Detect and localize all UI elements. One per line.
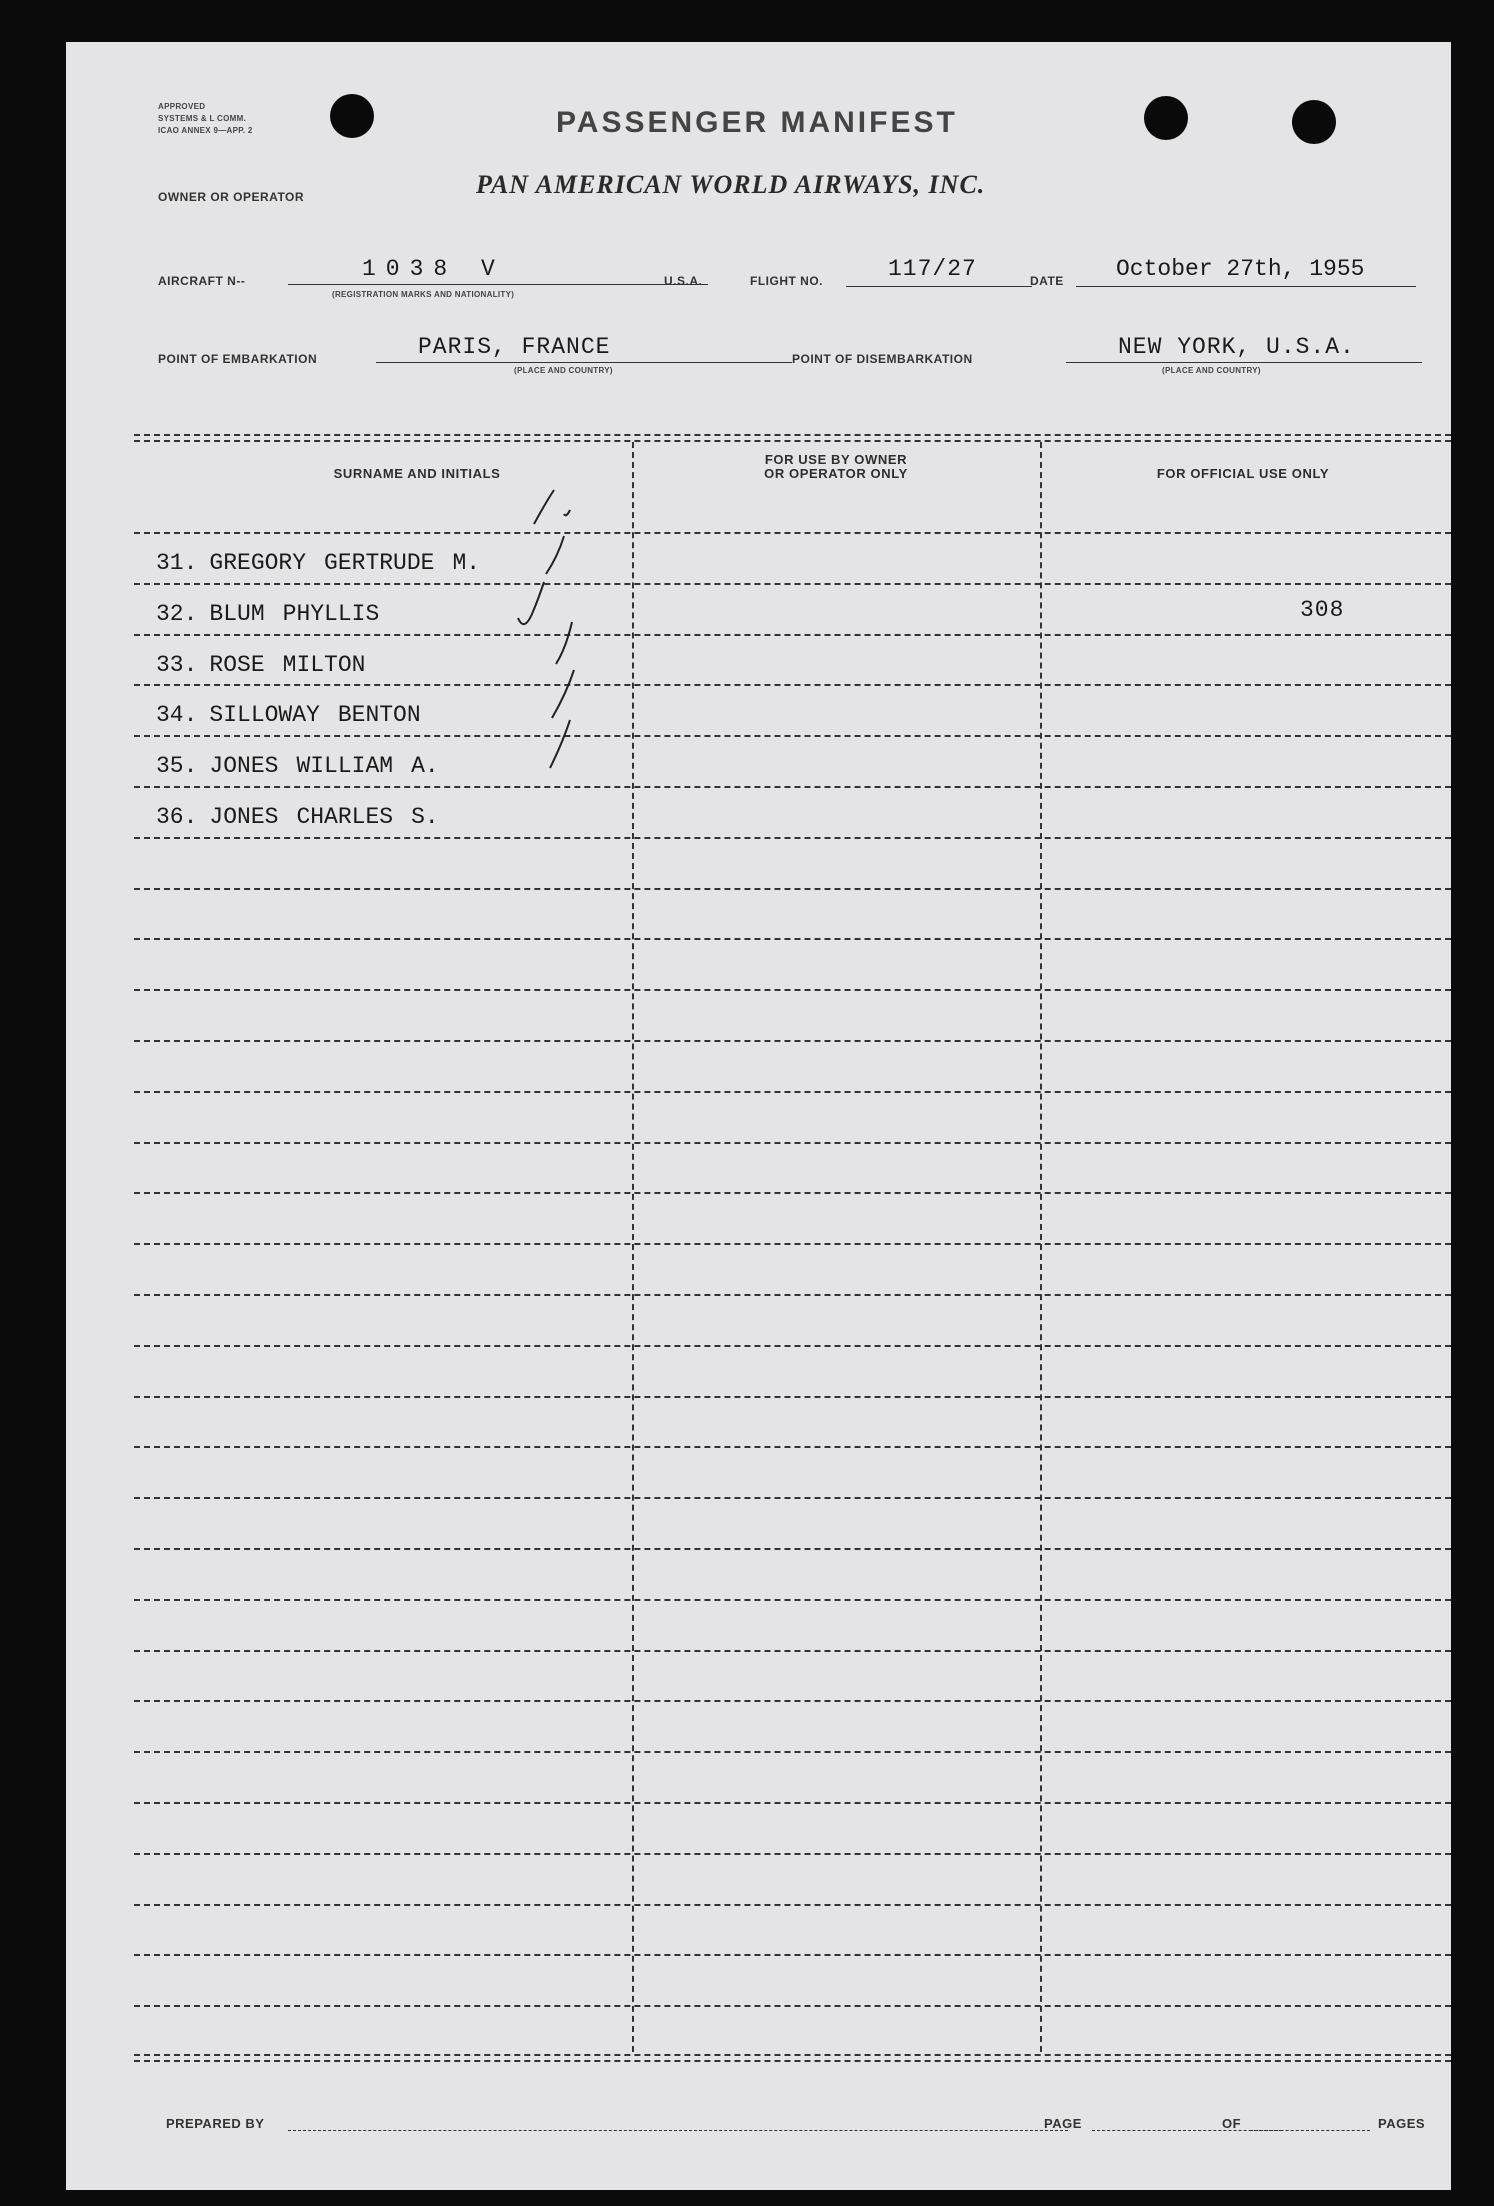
check-mark-icon bbox=[552, 670, 574, 718]
of-label: OF bbox=[1222, 2116, 1242, 2131]
col-header-official: FOR OFFICIAL USE ONLY bbox=[1156, 466, 1330, 481]
row-rule bbox=[134, 1446, 1451, 1448]
embarkation-value: PARIS, FRANCE bbox=[418, 334, 611, 360]
table-row bbox=[156, 652, 383, 678]
punch-hole bbox=[330, 94, 374, 138]
check-mark-icon bbox=[534, 490, 554, 524]
disembarkation-sublabel: (PLACE AND COUNTRY) bbox=[1162, 366, 1261, 375]
row-surname: SILLOWAY bbox=[209, 702, 320, 728]
approval-line-3: ICAO ANNEX 9—APP. 2 bbox=[158, 126, 253, 135]
col-header-surname: SURNAME AND INITIALS bbox=[333, 466, 501, 481]
row-number: 31. bbox=[156, 550, 198, 576]
flight-value: 117/27 bbox=[888, 256, 977, 282]
owner-label: OWNER OR OPERATOR bbox=[158, 190, 305, 204]
row-rule bbox=[134, 1954, 1451, 1956]
row-rule bbox=[134, 684, 1451, 686]
disembarkation-label: POINT OF DISEMBARKATION bbox=[792, 352, 973, 366]
row-rule bbox=[134, 1853, 1451, 1855]
table-row bbox=[156, 753, 439, 779]
aircraft-value: 1038 V bbox=[362, 256, 505, 282]
row-rule bbox=[134, 583, 1451, 585]
row-given-name: MILTON bbox=[282, 652, 366, 678]
row-rule bbox=[134, 786, 1451, 788]
row-rule bbox=[134, 634, 1451, 636]
row-given-name: GERTRUDE bbox=[324, 550, 435, 576]
row-rule bbox=[134, 938, 1451, 940]
check-mark-icon bbox=[518, 582, 544, 624]
page-label: PAGE bbox=[1044, 2116, 1082, 2131]
table-row bbox=[156, 550, 480, 576]
row-number: 35. bbox=[156, 753, 198, 779]
row-rule bbox=[134, 1700, 1451, 1702]
row-given-name: CHARLES bbox=[296, 804, 394, 830]
row-rule bbox=[134, 1192, 1451, 1194]
owner-name: PAN AMERICAN WORLD AIRWAYS, INC. bbox=[476, 170, 986, 199]
row-rule bbox=[134, 1345, 1451, 1347]
row-rule bbox=[134, 735, 1451, 737]
row-surname: JONES bbox=[209, 753, 279, 779]
check-marks bbox=[506, 482, 626, 782]
row-official-value: 308 bbox=[1300, 597, 1345, 623]
approval-line-1: APPROVED bbox=[158, 102, 206, 111]
embarkation-sublabel: (PLACE AND COUNTRY) bbox=[514, 366, 613, 375]
table-row bbox=[156, 601, 397, 627]
row-rule bbox=[134, 2005, 1451, 2007]
row-rule bbox=[134, 888, 1451, 890]
row-given-name: WILLIAM bbox=[296, 753, 394, 779]
prepared-by-label: PREPARED BY bbox=[166, 2116, 265, 2131]
date-value: October 27th, 1955 bbox=[1116, 256, 1365, 282]
check-mark-icon bbox=[550, 720, 570, 768]
aircraft-sublabel: (REGISTRATION MARKS AND NATIONALITY) bbox=[332, 290, 515, 299]
row-rule bbox=[134, 1243, 1451, 1245]
date-underline bbox=[1076, 286, 1416, 287]
punch-hole bbox=[1144, 96, 1188, 140]
row-initial: S. bbox=[411, 804, 439, 830]
row-number: 32. bbox=[156, 601, 198, 627]
row-rule bbox=[134, 989, 1451, 991]
row-surname: JONES bbox=[209, 804, 279, 830]
aircraft-underline bbox=[288, 284, 708, 285]
row-rule bbox=[134, 1904, 1451, 1906]
row-rule bbox=[134, 1294, 1451, 1296]
embarkation-label: POINT OF EMBARKATION bbox=[158, 352, 318, 366]
disembarkation-value: NEW YORK, U.S.A. bbox=[1118, 334, 1355, 360]
check-mark-icon bbox=[564, 510, 570, 515]
check-mark-icon bbox=[546, 536, 564, 574]
row-surname: GREGORY bbox=[209, 550, 307, 576]
row-rule bbox=[134, 1142, 1451, 1144]
usa-label: U.S.A. bbox=[664, 274, 703, 288]
row-rule bbox=[134, 1040, 1451, 1042]
row-initial: A. bbox=[411, 753, 439, 779]
table-row bbox=[156, 804, 439, 830]
row-rule bbox=[134, 1599, 1451, 1601]
embarkation-underline bbox=[376, 362, 792, 363]
approval-line-2: SYSTEMS & L COMM. bbox=[158, 114, 247, 123]
row-rule bbox=[134, 1650, 1451, 1652]
pages-label: PAGES bbox=[1378, 2116, 1426, 2131]
prepared-by-line bbox=[288, 2130, 1068, 2131]
row-initial: M. bbox=[452, 550, 481, 576]
table-row bbox=[156, 702, 439, 728]
row-rule bbox=[134, 1396, 1451, 1398]
disembarkation-underline bbox=[1066, 362, 1422, 363]
table-bottom-rule bbox=[134, 2054, 1451, 2062]
row-rule bbox=[134, 1091, 1451, 1093]
row-number: 36. bbox=[156, 804, 198, 830]
row-surname: ROSE bbox=[209, 652, 265, 678]
of-line bbox=[1250, 2130, 1370, 2131]
row-rule bbox=[134, 1802, 1451, 1804]
row-surname: BLUM bbox=[209, 601, 265, 627]
date-label: DATE bbox=[1030, 274, 1064, 288]
col-header-owner-line1: FOR USE BY OWNER bbox=[764, 452, 908, 467]
manifest-sheet bbox=[66, 42, 1451, 2190]
flight-underline bbox=[846, 286, 1032, 287]
check-mark-icon bbox=[556, 622, 572, 664]
row-number: 34. bbox=[156, 702, 198, 728]
row-rule bbox=[134, 1497, 1451, 1499]
punch-hole bbox=[1292, 100, 1336, 144]
row-given-name: BENTON bbox=[337, 702, 421, 728]
row-rule bbox=[134, 837, 1451, 839]
flight-label: FLIGHT NO. bbox=[750, 274, 823, 288]
col-header-owner-line2: OR OPERATOR ONLY bbox=[764, 466, 908, 481]
row-rule bbox=[134, 1548, 1451, 1550]
row-number: 33. bbox=[156, 652, 198, 678]
aircraft-label: AIRCRAFT N-- bbox=[158, 274, 246, 288]
row-rule bbox=[134, 1751, 1451, 1753]
row-given-name: PHYLLIS bbox=[282, 601, 380, 627]
table-top-rule bbox=[134, 434, 1451, 442]
form-title: PASSENGER MANIFEST bbox=[556, 106, 958, 139]
row-rule bbox=[134, 532, 1451, 534]
